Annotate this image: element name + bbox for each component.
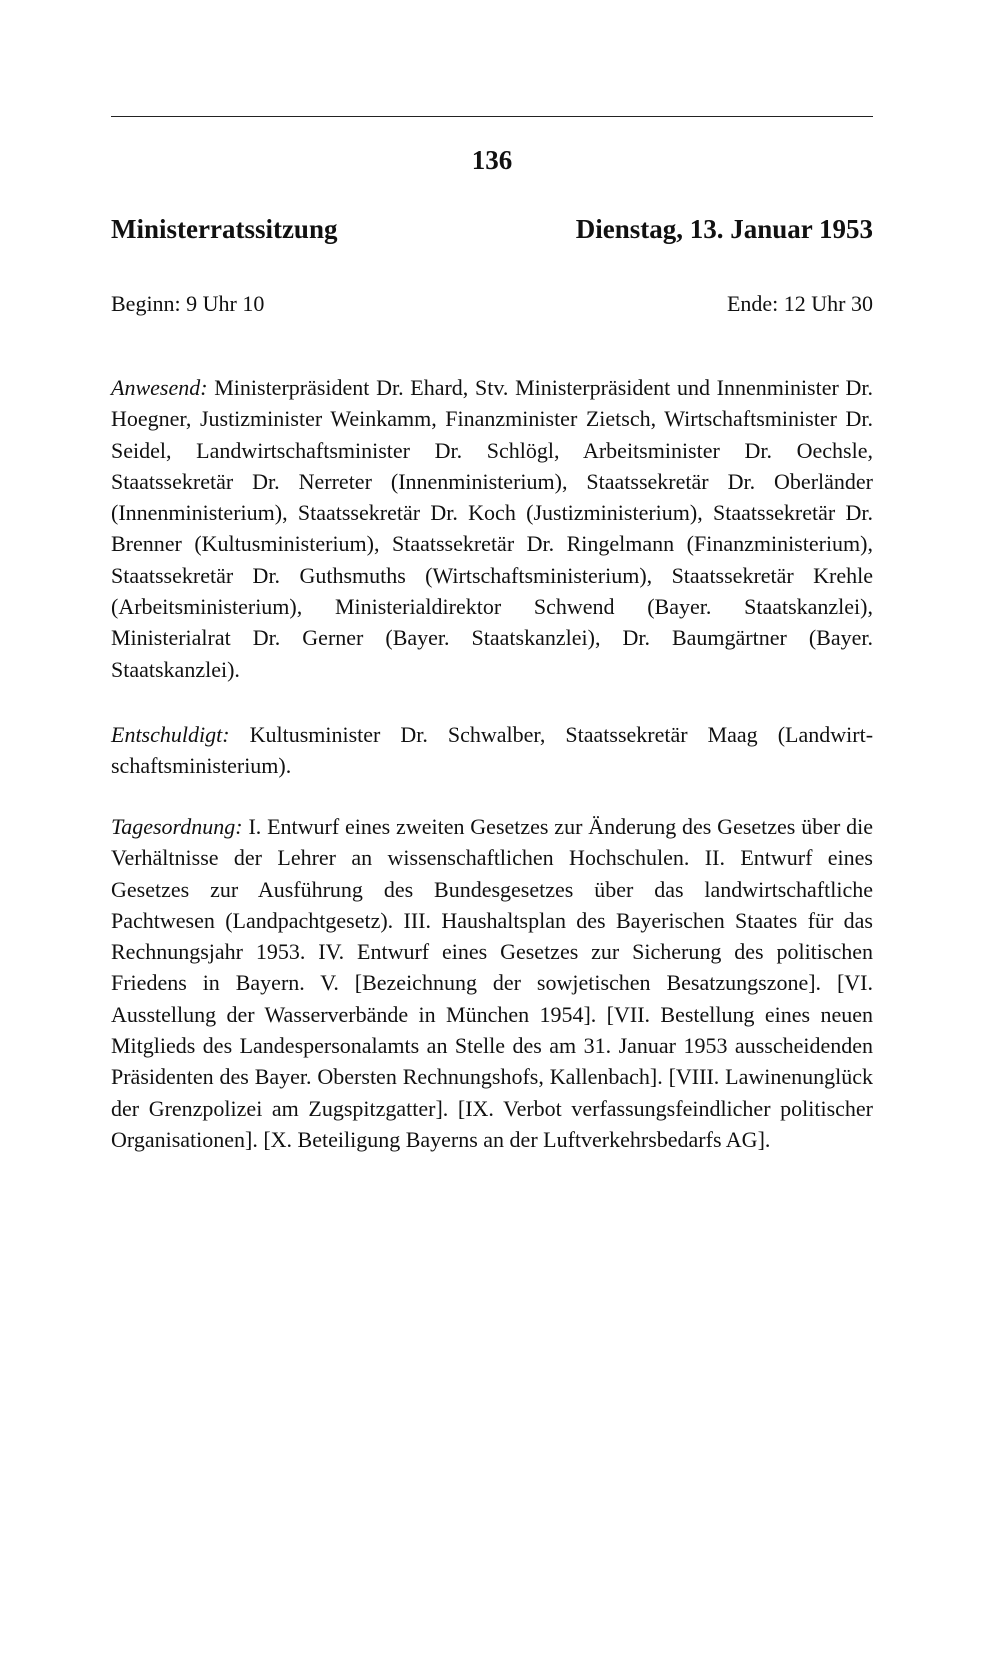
attendees-label: Anwesend: [111, 375, 208, 400]
begin-time: Beginn: 9 Uhr 10 [111, 291, 265, 316]
excused-paragraph [111, 719, 873, 782]
agenda-text: I. Entwurf eines zweiten Gesetzes zur Änderung des Gesetzes über die Verhältnisse der Lehrer an wissenschaftlichen Hochschulen. II. Entwurf eines Gesetzes zur Ausführung des Bundesgesetzes über das landwirtschaftliche Pachtwesen (Landpachtgesetz). III. Haushaltsplan des Bayerischen Staates für das Rechnungsjahr 1953. IV. Entwurf eines Gesetzes zur Sicherung des politischen Friedens in Bayern. V. [Bezeichnung der sowjetischen Besatzungszone]. [VI. Ausstellung der Wasserverbände in München 1954]. [VII. Bestellung eines neuen Mitglieds des Landespersonalamts an Stelle des am 31. Januar 1953 ausscheidenden Präsidenten des Bayer. Obersten Rechnungshofs, Kallenbach]. [VIII. Lawinenunglück der Grenzpolizei am Zugspitzgatter]. [IX. Verbot verfassungsfeindlicher politischer Organisationen]. [X. Beteiligung Bayerns an der Luftverkehrsbedarfs AG]. [111, 814, 873, 1152]
agenda-label: Tagesordnung: [111, 814, 243, 839]
excused-label: Entschuldigt: [111, 722, 230, 747]
session-times [111, 289, 873, 319]
agenda-paragraph [111, 811, 873, 1155]
header-rule [111, 116, 873, 117]
end-time: Ende: 12 Uhr 30 [726, 291, 873, 316]
attendees-paragraph [111, 372, 873, 685]
excused-text: Kultusminister Dr. Schwalber, Staatssekretär Maag (Landwirtschaftsministerium). [111, 722, 874, 779]
session-title: Ministerratssitzung [111, 214, 338, 244]
session-date: Dienstag, 13. Januar 1953 [575, 214, 873, 244]
page-number: 136 [471, 145, 513, 175]
attendees-text: Ministerpräsident Dr. Ehard, Stv. Ministerpräsident und Innenminister Dr. Hoegner, Justizminister Weinkamm, Finanzminister Zietsch, Wirtschaftsminister Dr. Seidel, Landwirtschaftsminister Dr. Schlögl, Arbeitsminister Dr. Oechsle, Staatssekretär Dr. Nerreter (Innenministerium), Staatssekretär Dr. Oberländer (Innenministerium), Staatssekretär Dr. Koch (Justizministerium), Staatssekretär Dr. Brenner (Kultusministerium), Staatssekretär Dr. Ringelmann (Finanzministerium), Staatssekretär Dr. Guthsmuths (Wirtschaftsministerium), Staatssekretär Krehle (Arbeitsministerium), Ministerialdirektor Schwend (Bayer. Staatskanzlei), Ministerialrat Dr. Gerner (Bayer. Staatskanzlei), Dr. Baumgärtner (Bayer. Staatskanzlei). [111, 375, 874, 682]
session-header [111, 212, 873, 246]
